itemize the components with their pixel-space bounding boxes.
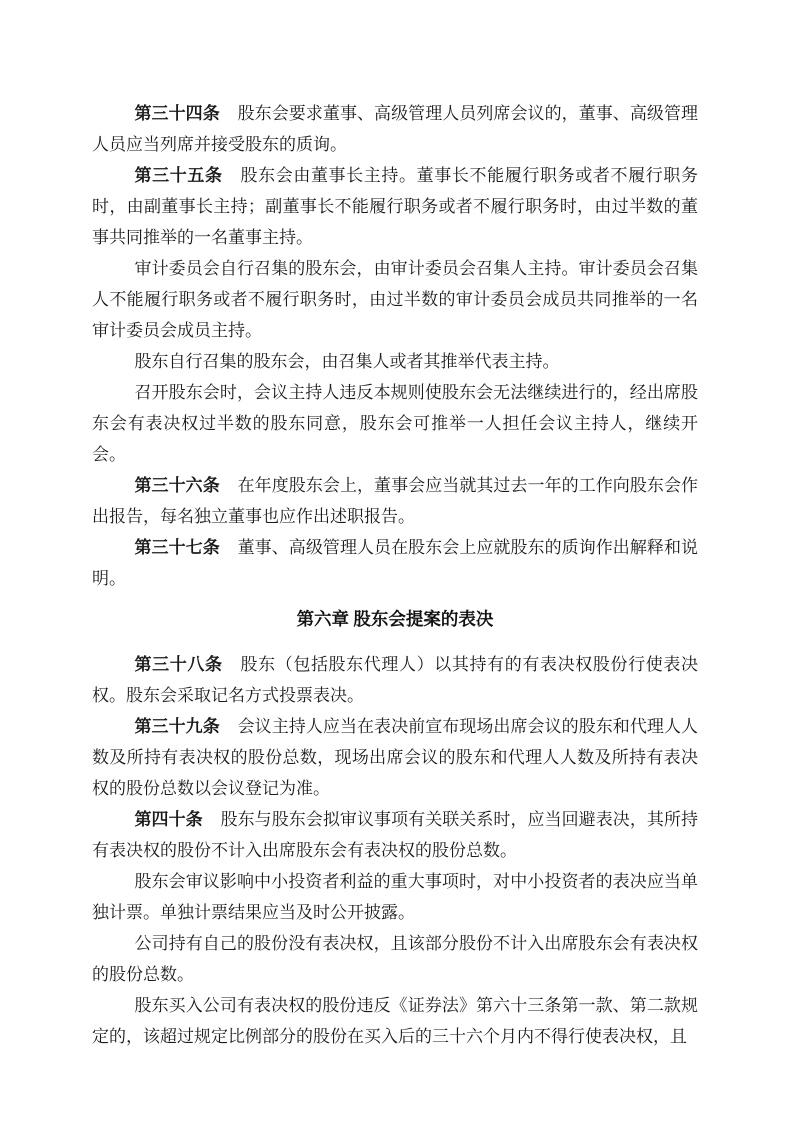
article-text: 股东自行召集的股东会，由召集人或者其推举代表主持。 [134,352,560,371]
article-text: 股东买入公司有表决权的股份违反《证券法》第六十三条第一款、第二款规定的，该超过规定比例部分的股份在买入后的三十六个月内不得行使表决权，且 [92,996,698,1046]
article-number: 第三十七条 [134,538,220,557]
article-text: 董事、高级管理人员在股东会上应就股东的质询作出解释和说明。 [92,538,699,588]
article-text: 股东会审议影响中小投资者利益的重大事项时，对中小投资者的表决应当单独计票。单独计票结果应当及时公开披露。 [92,872,698,922]
article-paragraph [92,804,698,866]
document-body [92,98,698,1052]
article-paragraph [92,649,698,711]
article-number: 第三十四条 [134,104,220,123]
article-paragraph [92,160,698,253]
article-paragraph [92,377,698,470]
article-text: 股东（包括股东代理人）以其持有的有表决权股份行使表决权。股东会采取记名方式投票表决。 [92,655,698,705]
article-paragraph [92,990,698,1052]
chapter-heading: 第六章 股东会提案的表决 [296,609,494,629]
article-paragraph [92,98,698,160]
article-paragraph [92,253,698,346]
article-paragraph [92,711,698,804]
article-text: 股东会由董事长主持。董事长不能履行职务或者不履行职务时，由副董事长主持；副董事长不能履行职务或者不履行职务时，由过半数的董事共同推举的一名董事主持。 [92,166,698,247]
article-number: 第四十条 [134,810,203,829]
article-number: 第三十八条 [134,655,223,674]
article-text: 股东会要求董事、高级管理人员列席会议的，董事、高级管理人员应当列席并接受股东的质询。 [92,104,699,154]
article-paragraph [92,470,698,532]
article-text: 公司持有自己的股份没有表决权，且该部分股份不计入出席股东会有表决权的股份总数。 [92,934,698,984]
article-paragraph [92,346,698,377]
article-paragraph [92,928,698,990]
article-number: 第三十六条 [134,476,220,495]
article-text: 在年度股东会上，董事会应当就其过去一年的工作向股东会作出报告，每名独立董事也应作出述职报告。 [92,476,699,526]
article-paragraph [92,866,698,928]
article-paragraph [92,532,698,594]
article-text: 召开股东会时，会议主持人违反本规则使股东会无法继续进行的，经出席股东会有表决权过半数的股东同意，股东会可推举一人担任会议主持人，继续开会。 [92,383,698,464]
article-text: 会议主持人应当在表决前宣布现场出席会议的股东和代理人人数及所持有表决权的股份总数，现场出席会议的股东和代理人人数及所持有表决权的股份总数以会议登记为准。 [92,717,699,798]
article-number: 第三十九条 [134,717,220,736]
article-text: 股东与股东会拟审议事项有关联关系时，应当回避表决，其所持有表决权的股份不计入出席股东会有表决权的股份总数。 [92,810,699,860]
article-text: 审计委员会自行召集的股东会，由审计委员会召集人主持。审计委员会召集人不能履行职务或者不履行职务时，由过半数的审计委员会成员共同推举的一名审计委员会成员主持。 [92,259,698,340]
article-number: 第三十五条 [134,166,223,185]
